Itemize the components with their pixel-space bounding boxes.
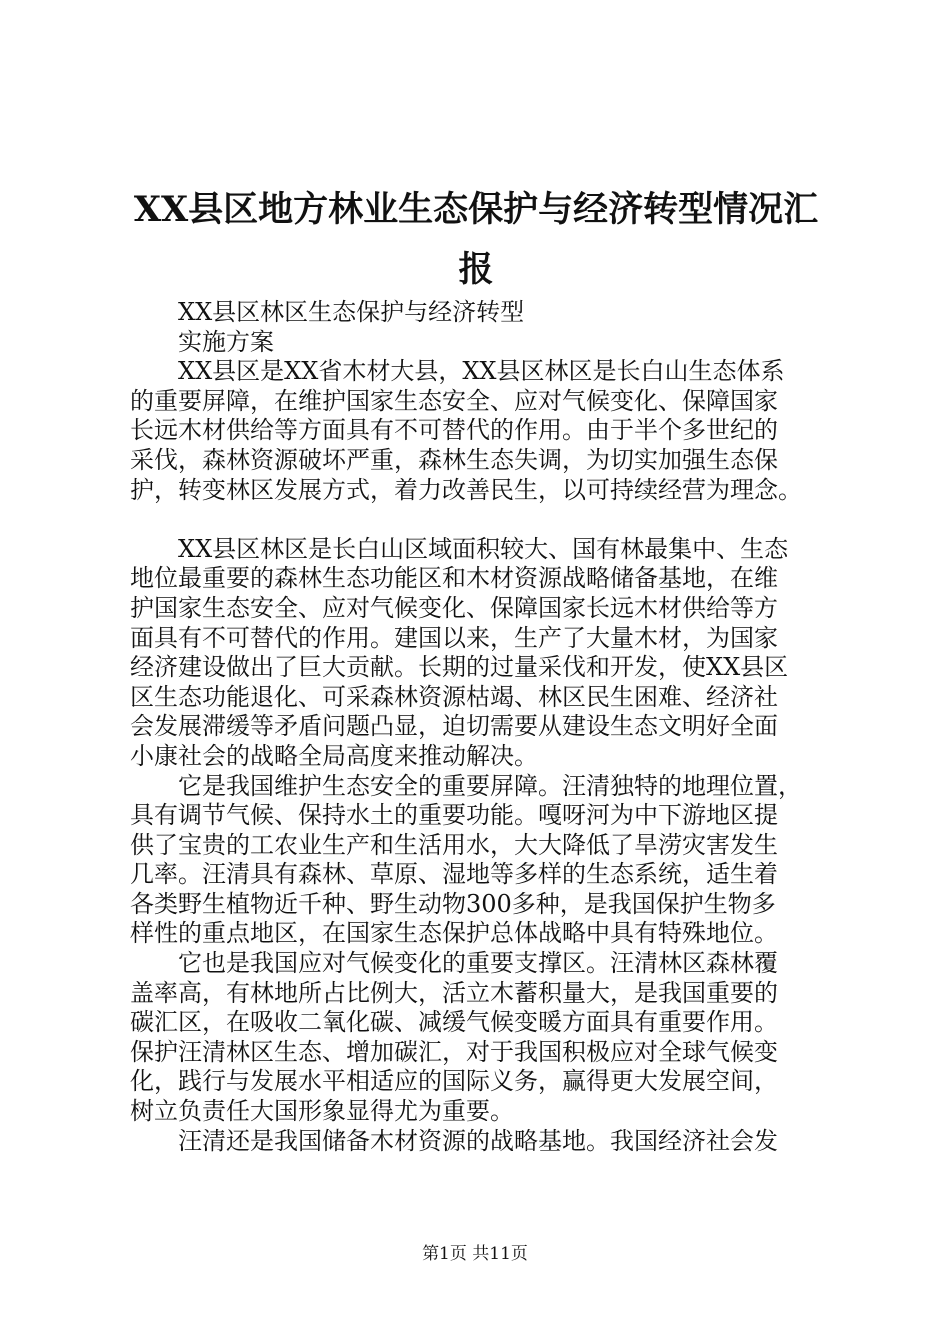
text-line: XX县区林区是长白山区域面积较大、国有林最集中、生态 [178,534,789,563]
text-line: 护，转变林区发展方式，着力改善民生，以可持续经营为理念。 [130,475,802,504]
text-line: XX县区林区生态保护与经济转型 [178,298,525,326]
document-title: XX县区地方林业生态保护与经济转型情况汇报 [133,189,819,290]
text-line: 样性的重点地区，在国家生态保护总体战略中具有特殊地位。 [130,919,778,948]
text-line: 保护汪清林区生态、增加碳汇，对于我国积极应对全球气候变 [130,1037,778,1066]
text-line: 地位最重要的森林生态功能区和木材资源战略储备基地，在维 [130,564,778,593]
text-line: 具有调节气候、保持水土的重要功能。嘎呀河为中下游地区提 [130,801,778,830]
document-body [130,298,835,1156]
text-line: 各类野生植物近千种、野生动物300多种，是我国保护生物多 [130,889,776,918]
text-line: 面具有不可替代的作用。建国以来，生产了大量木材，为国家 [130,623,778,652]
text-line: 几率。汪清具有森林、草原、湿地等多样的生态系统，适生着 [130,860,778,889]
text-line: 护国家生态安全、应对气候变化、保障国家长远木材供给等方 [130,593,778,622]
text-line: 汪清还是我国储备木材资源的战略基地。我国经济社会发 [178,1126,778,1155]
text-line: 长远木材供给等方面具有不可替代的作用。由于半个多世纪的 [130,416,778,445]
text-line: 会发展滞缓等矛盾问题凸显，迫切需要从建设生态文明好全面 [130,712,778,741]
text-line: 化，践行与发展水平相适应的国际义务，赢得更大发展空间， [130,1067,778,1096]
text-line: 树立负责任大国形象显得尤为重要。 [130,1097,514,1126]
page-footer: 第1页 共11页 [422,1244,528,1264]
text-line: 采伐，森林资源破坏严重，森林生态失调，为切实加强生态保 [130,445,778,474]
text-line: 区生态功能退化、可采森林资源枯竭、林区民生困难、经济社 [130,682,778,711]
text-line: 它也是我国应对气候变化的重要支撑区。汪清林区森林覆 [178,949,778,978]
text-line: 盖率高，有林地所占比例大，活立木蓄积量大，是我国重要的 [130,978,778,1007]
text-line: 小康社会的战略全局高度来推动解决。 [130,741,538,770]
text-line: 供了宝贵的工农业生产和生活用水，大大降低了旱涝灾害发生 [130,830,778,859]
blank-line [130,505,835,535]
text-line: 经济建设做出了巨大贡献。长期的过量采伐和开发，使XX县区 [130,653,789,682]
text-line: 的重要屏障，在维护国家生态安全、应对气候变化、保障国家 [130,386,778,415]
text-line: 它是我国维护生态安全的重要屏障。汪清独特的地理位置， [178,771,802,800]
text-line: 碳汇区，在吸收二氧化碳、减缓气候变暖方面具有重要作用。 [130,1008,778,1037]
text-line: 实施方案 [178,327,274,356]
text-line: XX县区是XX省木材大县，XX县区林区是长白山生态体系 [178,357,785,386]
